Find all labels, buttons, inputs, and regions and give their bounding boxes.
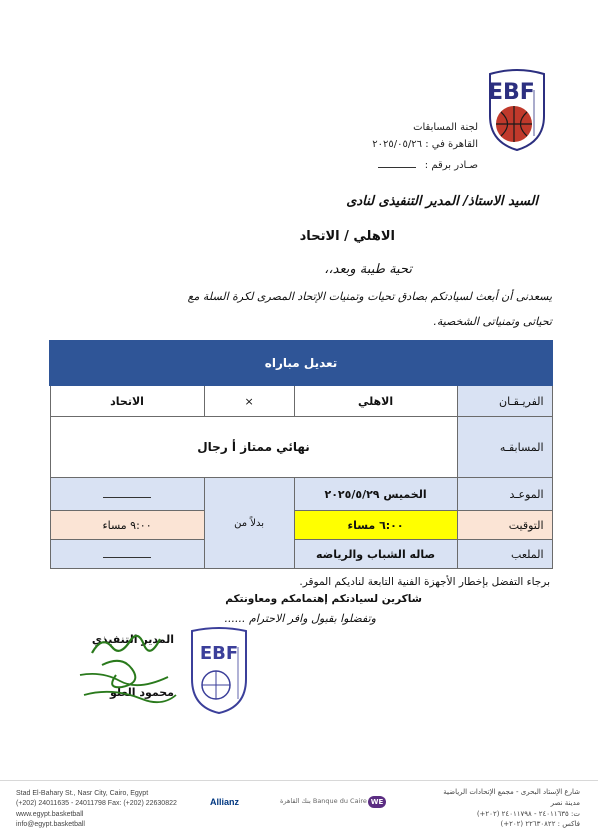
greeting: تحية طيبة وبعد،، bbox=[324, 262, 412, 277]
vs-sign: × bbox=[204, 385, 294, 417]
table-row-date bbox=[50, 478, 552, 511]
notice-line-1: برجاء التفضل بإخطار الأجهزة الفنية التابعة لناديكم الموقر. bbox=[299, 576, 550, 588]
issued-blank bbox=[378, 167, 416, 168]
svg-text:EBF: EBF bbox=[199, 643, 239, 664]
footer-address-ar: شارع الإستاد البحرى - مجمع الإتحادات الرياضية bbox=[443, 788, 580, 796]
match-change-table bbox=[49, 340, 553, 569]
addressee: السيد الاستاذ/ المدير التنفيذى لنادى bbox=[346, 194, 538, 209]
teams-label: الفريـقـان bbox=[457, 385, 552, 417]
handwritten-signature bbox=[72, 625, 184, 717]
old-time: ٩:٠٠ مساء bbox=[50, 511, 204, 540]
old-venue bbox=[50, 540, 204, 569]
ebf-logo bbox=[482, 66, 552, 152]
dept-label: لجنة المسابقات bbox=[413, 122, 478, 133]
home-team: الاهلي bbox=[294, 385, 457, 417]
footer-fax-ar: فاكس : ٢٢٦٣٠٨٢٢ (٢٠٢+) bbox=[500, 820, 580, 828]
footer-divider bbox=[0, 780, 598, 781]
date-line bbox=[372, 139, 478, 150]
ebf-seal-icon bbox=[186, 625, 252, 715]
issued-line bbox=[378, 160, 478, 171]
closing-line: وتفضلوا بقبول وافر الاحترام ...... bbox=[224, 612, 376, 625]
footer-city-ar: مدينة نصر bbox=[550, 799, 580, 807]
sponsor-banque-du-caire: بنك القاهرة Banque du Caire bbox=[280, 797, 367, 805]
ebf-seal bbox=[186, 625, 252, 715]
ebf-logo-icon bbox=[482, 66, 552, 152]
body-line-1: يسعدنى أن أبعث لسيادتكم بصادق تحيات وتمنيات الإتحاد المصرى لكرة السلة مع bbox=[187, 290, 552, 303]
old-date bbox=[50, 478, 204, 511]
competition-label: المسابقـه bbox=[457, 417, 552, 478]
issued-label: صـادر برقم : bbox=[424, 160, 478, 171]
table-row-teams bbox=[50, 385, 552, 417]
new-date: الخميس ٢٠٢٥/٥/٢٩ bbox=[294, 478, 457, 511]
notice-line-2: شاكرين لسيادتكم إهتمامكم ومعاونتكم bbox=[225, 593, 422, 605]
new-time: ٦:٠٠ مساء bbox=[294, 511, 457, 540]
footer-email[interactable]: info@egypt.basketball bbox=[16, 821, 85, 828]
old-venue-dash bbox=[103, 551, 151, 558]
date-value: ٢٠٢٥/٠٥/٢٦ bbox=[372, 139, 422, 150]
footer-phone-en: (+202) 24011635 - 24011798 Fax: (+202) 22630822 bbox=[16, 800, 177, 807]
footer-web[interactable]: www.egypt.basketball bbox=[16, 811, 84, 818]
venue-label: الملعب bbox=[457, 540, 552, 569]
competition-value: نهائي ممتاز أ رجال bbox=[50, 417, 457, 478]
signature-icon bbox=[72, 625, 184, 717]
body-line-2: تحياتى وتمنياتى الشخصية. bbox=[433, 315, 552, 328]
table-row-venue bbox=[50, 540, 552, 569]
logo-text: EBF bbox=[488, 80, 535, 105]
date-label-cell: الموعـد bbox=[457, 478, 552, 511]
table-row-time bbox=[50, 511, 552, 540]
footer-phone-ar: ت: ٢٤٠١١٦٣٥ - ٢٤٠١١٧٩٨ (٢٠٢+) bbox=[476, 810, 580, 818]
table-header: تعديل مباراه bbox=[50, 341, 552, 385]
table-row-competition bbox=[50, 417, 552, 478]
time-label: التوقيت bbox=[457, 511, 552, 540]
old-date-dash bbox=[103, 491, 151, 498]
match-title: الاهلي / الاتحاد bbox=[299, 229, 395, 244]
away-team: الاتحاد bbox=[50, 385, 204, 417]
date-label: القاهرة في : bbox=[425, 139, 478, 150]
footer-address-en: Stad El-Bahary St., Nasr City, Cairo, Egypt bbox=[16, 790, 149, 797]
new-venue: صاله الشباب والرياضه bbox=[294, 540, 457, 569]
instead-of: بدلاً من bbox=[204, 478, 294, 569]
sponsor-we: WE bbox=[368, 796, 386, 808]
signatory-title: المدير التنفيذي bbox=[91, 633, 174, 646]
sponsor-allianz: Allianz bbox=[210, 797, 240, 807]
signatory-name: محمود العلو bbox=[110, 686, 174, 699]
